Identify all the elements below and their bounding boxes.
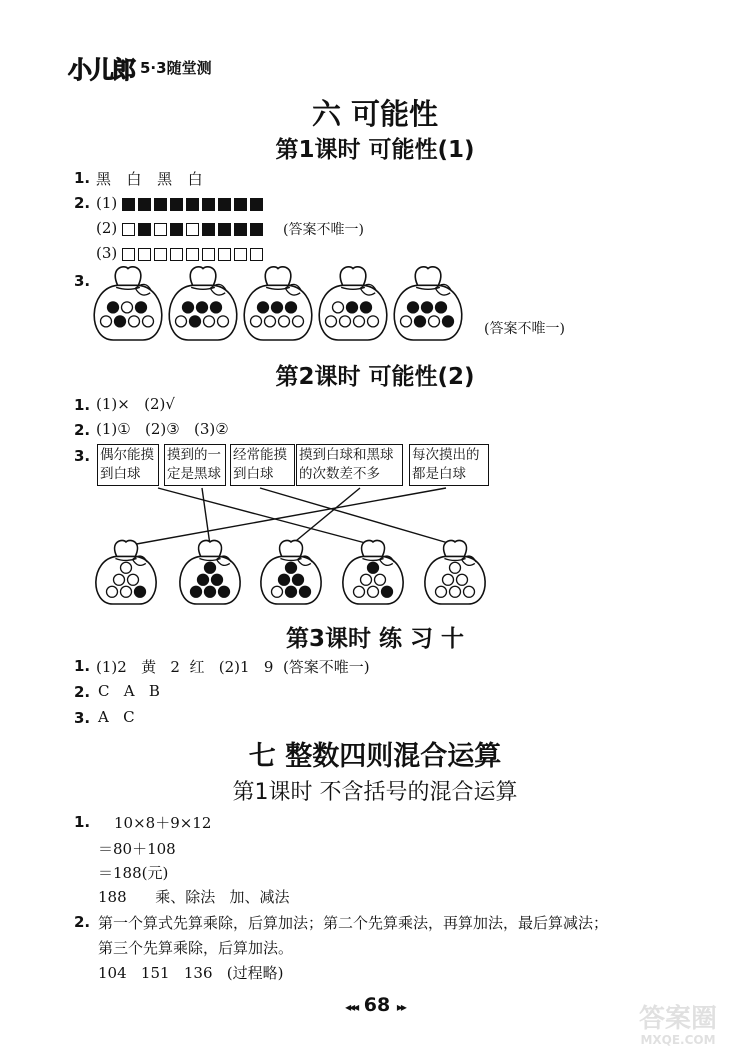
sub-label: (3) (96, 244, 118, 262)
answer-text: A C (98, 708, 135, 726)
bag (343, 540, 403, 604)
match-line (158, 488, 373, 545)
q-number: 3. (74, 709, 91, 727)
match-line (202, 488, 210, 545)
match-label-5: 每次摸出的 都是白球 (409, 444, 489, 486)
white-ball (128, 574, 139, 585)
black-ball (382, 586, 393, 597)
white-ball (375, 574, 386, 585)
white-ball (443, 574, 454, 585)
calc-line: ＝188(元) (98, 864, 169, 882)
bags-figure (90, 538, 500, 608)
answer-text: (1)① (2)③ (3)② (96, 420, 229, 438)
white-ball (450, 562, 461, 573)
unit6-title: 六 可能性 (311, 97, 439, 131)
calc-line: 188 乘、除法 加、减法 (98, 888, 290, 906)
bag (96, 540, 156, 604)
black-ball (286, 586, 297, 597)
brand-series: 5·3随堂测 (140, 58, 212, 77)
black-ball (205, 562, 216, 573)
match-label-1: 偶尔能摸 到白球 (97, 444, 159, 486)
white-ball (361, 574, 372, 585)
unit7-title: 七 整数四则混合运算 (248, 741, 502, 772)
note-text: (答案不唯一) (283, 222, 364, 238)
match-line (291, 488, 360, 545)
answer-text: C A B (98, 682, 160, 700)
black-ball (368, 562, 379, 573)
white-ball (114, 574, 125, 585)
white-ball (272, 586, 283, 597)
sub-label: (1) (96, 194, 118, 212)
sub-label: (2) (96, 219, 118, 237)
white-ball (436, 586, 447, 597)
match-label-4: 摸到白球和黑球 的次数差不多 (296, 444, 403, 486)
match-label-2: 摸到的一 定是黑球 (164, 444, 226, 486)
q-number: 1. (74, 169, 91, 187)
q-number: 1. (74, 813, 91, 831)
q-number: 3. (74, 447, 91, 465)
answer-text: (1)× (2)√ (96, 395, 175, 413)
lesson3-title: 第3课时 练 习 十 (285, 626, 465, 652)
note-text: (答案不唯一) (484, 321, 565, 337)
q-number: 3. (74, 272, 91, 290)
calc-line: 10×8＋9×12 (114, 814, 212, 832)
white-ball (368, 586, 379, 597)
watermark (612, 1005, 744, 1049)
black-ball (300, 586, 311, 597)
black-ball (198, 574, 209, 585)
black-ball (279, 574, 290, 585)
white-ball (464, 586, 475, 597)
bag (425, 540, 485, 604)
q-number: 2. (74, 421, 91, 439)
prev-arrows-icon: ◂◂◂ (345, 1000, 358, 1014)
white-ball (457, 574, 468, 585)
watermark-line1: 答案圈 (638, 1004, 717, 1034)
brand-logo: 小儿郎 (68, 55, 134, 84)
white-ball (121, 586, 132, 597)
q-number: 2. (74, 913, 91, 931)
bag (180, 540, 240, 604)
q-number: 2. (74, 683, 91, 701)
lesson2-title: 第2课时 可能性(2) (275, 364, 475, 390)
page-number-text: 68 (363, 994, 391, 1016)
lesson1-title: 第1课时 可能性(1) (275, 137, 475, 163)
white-ball (121, 562, 132, 573)
watermark-line2: MXQE.COM (640, 1033, 716, 1047)
match-label-3: 经常能摸 到白球 (230, 444, 295, 486)
answer-text: 黑 白 黑 白 (96, 170, 205, 188)
bag (261, 540, 321, 604)
calc-line: ＝80＋108 (98, 840, 176, 858)
answer-text: 第三个先算乘除，后算加法。 (98, 939, 294, 957)
white-ball (354, 586, 365, 597)
q-number: 1. (74, 396, 91, 414)
white-ball (107, 586, 118, 597)
next-arrows-icon: ▸▸ (396, 1000, 405, 1014)
black-ball (212, 574, 223, 585)
black-ball (205, 586, 216, 597)
white-ball (450, 586, 461, 597)
q-number: 2. (74, 194, 91, 212)
black-ball (293, 574, 304, 585)
unit7-lesson1-title: 第1课时 不含括号的混合运算 (232, 780, 518, 805)
answer-text: 第一个算式先算乘除，后算加法；第二个先算乘法，再算加法，最后算减法； (98, 914, 609, 932)
black-ball (135, 586, 146, 597)
answer-text: 104 151 136 (过程略) (98, 964, 284, 982)
black-ball (286, 562, 297, 573)
answer-text: (1)2 黄 2 红 (2)1 9 (答案不唯一) (96, 658, 370, 676)
q-number: 1. (74, 657, 91, 675)
black-ball (219, 586, 230, 597)
black-ball (191, 586, 202, 597)
